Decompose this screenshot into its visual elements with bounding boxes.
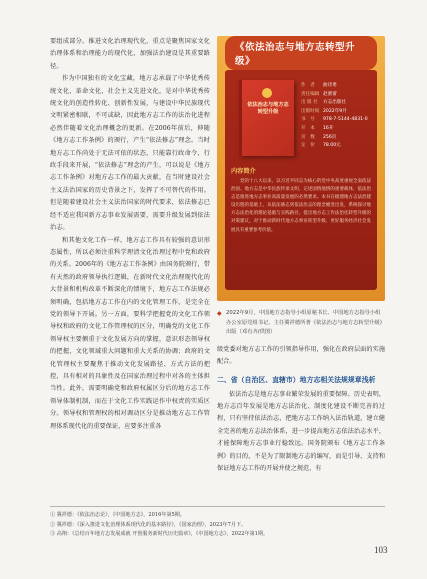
info-value: 16开 [323,125,334,131]
info-value: 978-7-5144-4831-0 [323,117,368,123]
book-info-row [301,125,375,134]
info-key: 出 版 社 [301,100,318,106]
info-key: 责任编辑 [301,91,320,97]
info-value: 赵蕾蕾 [323,91,337,97]
section-heading: 二、省（自治区、直辖市）地方志相关法规规章浅析 [217,375,376,384]
footnote-2: ② 冀祥德：《深入推进文化治理体系现代化的基本路径》，《国家治理》，2023年7月下。 [50,521,247,528]
left-paragraph-2: 作为中国独有的文化宝藏，地方志承载了中华优秀传统文化、革命文化、社会主义先进文化，是对中华优秀传统文化的创造性转化、创新性发展，与建设中华民族现代文明紧密相联，不可或缺，因此地方志工作的法治化进程必然伴随着文化治理概念的更新。在2006年前后，伸随《地方志工作条例》的颁行，产生“依法修志”理念。当时地方志工作尚处于无法可依的状态，只能靠行政命令、行政手段来开展，“依法修志”理念的产生，可以说是《地方志工作条例》对地方志工作的最大贡献，在当时建设社会主义法治国家的历史背景之下，发挥了不可替代的作用。但是随着建设社会主义法治国家的时代要求，依法修志已经不适应我国新方志事业发展需要，需要升级发展到依法治志。 [50,75,210,232]
book-cover-image [239,80,294,156]
info-key: 页 数 [301,134,315,140]
book-info-row [301,99,375,108]
info-value: 方志出版社 [323,100,346,106]
intro-text: 党的十八大以来，以习近平同志为核心的党中央高度重视全面依法治国。地方志是中华民族传承文明、记述国情地情的重要载体，依法治志是推进地方志事业高质量发展的必然要求。本书在梳理地方志法治建设历程的基础上，从依法修志到依法治志的理念嬗变出发，系统探讨地方志法治化的理论基础与实践路径，提出地方志工作法治化转型升级的对策建议，对于推动新时代地方志事业转型升级、更好服务经济社会发展具有重要参考价值。 [231,179,371,233]
footnotes [50,506,385,540]
right-paragraph: 依法治志是地方志事业繁荣发展的重要保障。历史表明，地方志百年发展是地方志法治化、制度化建设不断完善的过程，只有坚持依法治志，把地方志工作纳入法治轨道，建立健全完善的地方志法治体系，进一步提高地方志依法治志水平，才能保障地方志事业行稳致远。国务院颁布《地方志工作条例》的目的，不是为了限制地方志的编写，而是引导、支持和保证地方志工作的开展并使之规范，有 [217,390,385,473]
right-text-block [217,344,385,476]
feature-body [225,70,377,290]
book-info-row [301,91,375,100]
left-text-column [50,36,210,433]
caption-text: 2022年9月，中国地方志指导小组原秘书长、中国地方志指导小组办公室原党组书记、主任冀祥德所著《依法治志与地方志转型升级》出版（邓有齐/供图） [226,310,385,336]
book-info-row [301,134,375,143]
info-key: 作 者 [301,83,315,88]
book-cover-title: 依法治志与地方志转型升级 [247,102,289,115]
book-info-row [301,108,375,117]
info-key: 开 本 [301,125,315,131]
feature-title: 《依法治志与地方志转型升级》 [225,36,377,70]
figure-caption [217,309,385,338]
page-number: 103 [374,545,388,555]
caption-bullet-icon: ◆ [217,310,222,317]
right-continuation: 级党委对地方志工作的引领指导作用，强化在政府层面的实施配合。 [217,345,385,366]
right-column [217,36,385,475]
intro-heading: 内容简介 [231,168,256,175]
book-info-list [301,82,375,151]
info-key: 定 价 [301,143,315,149]
left-paragraph-3: 和其他文化工作一样，地方志工作具有较强的意识形态属性，所以必须注重科学理清文化治理过程中党和政府的关系。2006年的《地方志工作条例》由国务院颁行，带有天然的政府领导执行逻辑，在新时代文化治理现代化的大背景和机构改革不断深化的情境下，地方志工作法规必须明确，包括地方志工作在内的文化管理工作，是完全在党的领导下开展。另一方面，要科学把握党的文化工作领导权和政府的文化工作管理权的区分，明确党的文化工作领导权主要侧重于文化发展方向的掌握，意识形态领导权的把握，文化领域重大问题和重大关系的协调；政府的文化管理权主要聚焦于推动文化发展路径、方式方法的把控，具有相对的具象性及在国家治理过程中对各的主体担当性。此外，需要明确党和政府权属区分后的地方志工作领导体制机制，而在于文化工作实践运作中权责的实质区分。领导权和管理权的相对调动区分是推动地方志工作管理体系现代化的重要保证，应要多注重各 [50,236,210,430]
book-info-row [301,82,375,91]
info-key: 出版时间 [301,108,320,114]
footnote-1: ① 冀祥德：《依法治志论》，《中国地方志》，2016年第5期。 [50,512,185,518]
footnote-3: ③ 高翔：《总结百年地方志发展成就 开创服务新时代历史篇章》，《中国地方志》，2022年第1期。 [50,531,269,538]
book-emblem-icon [262,88,272,98]
book-info-row [301,116,375,125]
info-value: 曲诗勇 [323,83,337,88]
left-paragraph-1: 要组成部分。推进文化治理现代化，重点是聚焦国家文化治理体系和治理能力的现代化，加强法治建设是其重要路径。 [50,38,210,70]
info-value: 78.00元 [323,143,341,149]
info-value: 256页 [323,134,337,140]
feature-header [225,42,377,67]
book-feature-box [217,36,385,301]
info-value: 2022年9月 [323,108,347,114]
book-info-row [301,142,375,151]
info-key: 书 号 [301,117,315,123]
